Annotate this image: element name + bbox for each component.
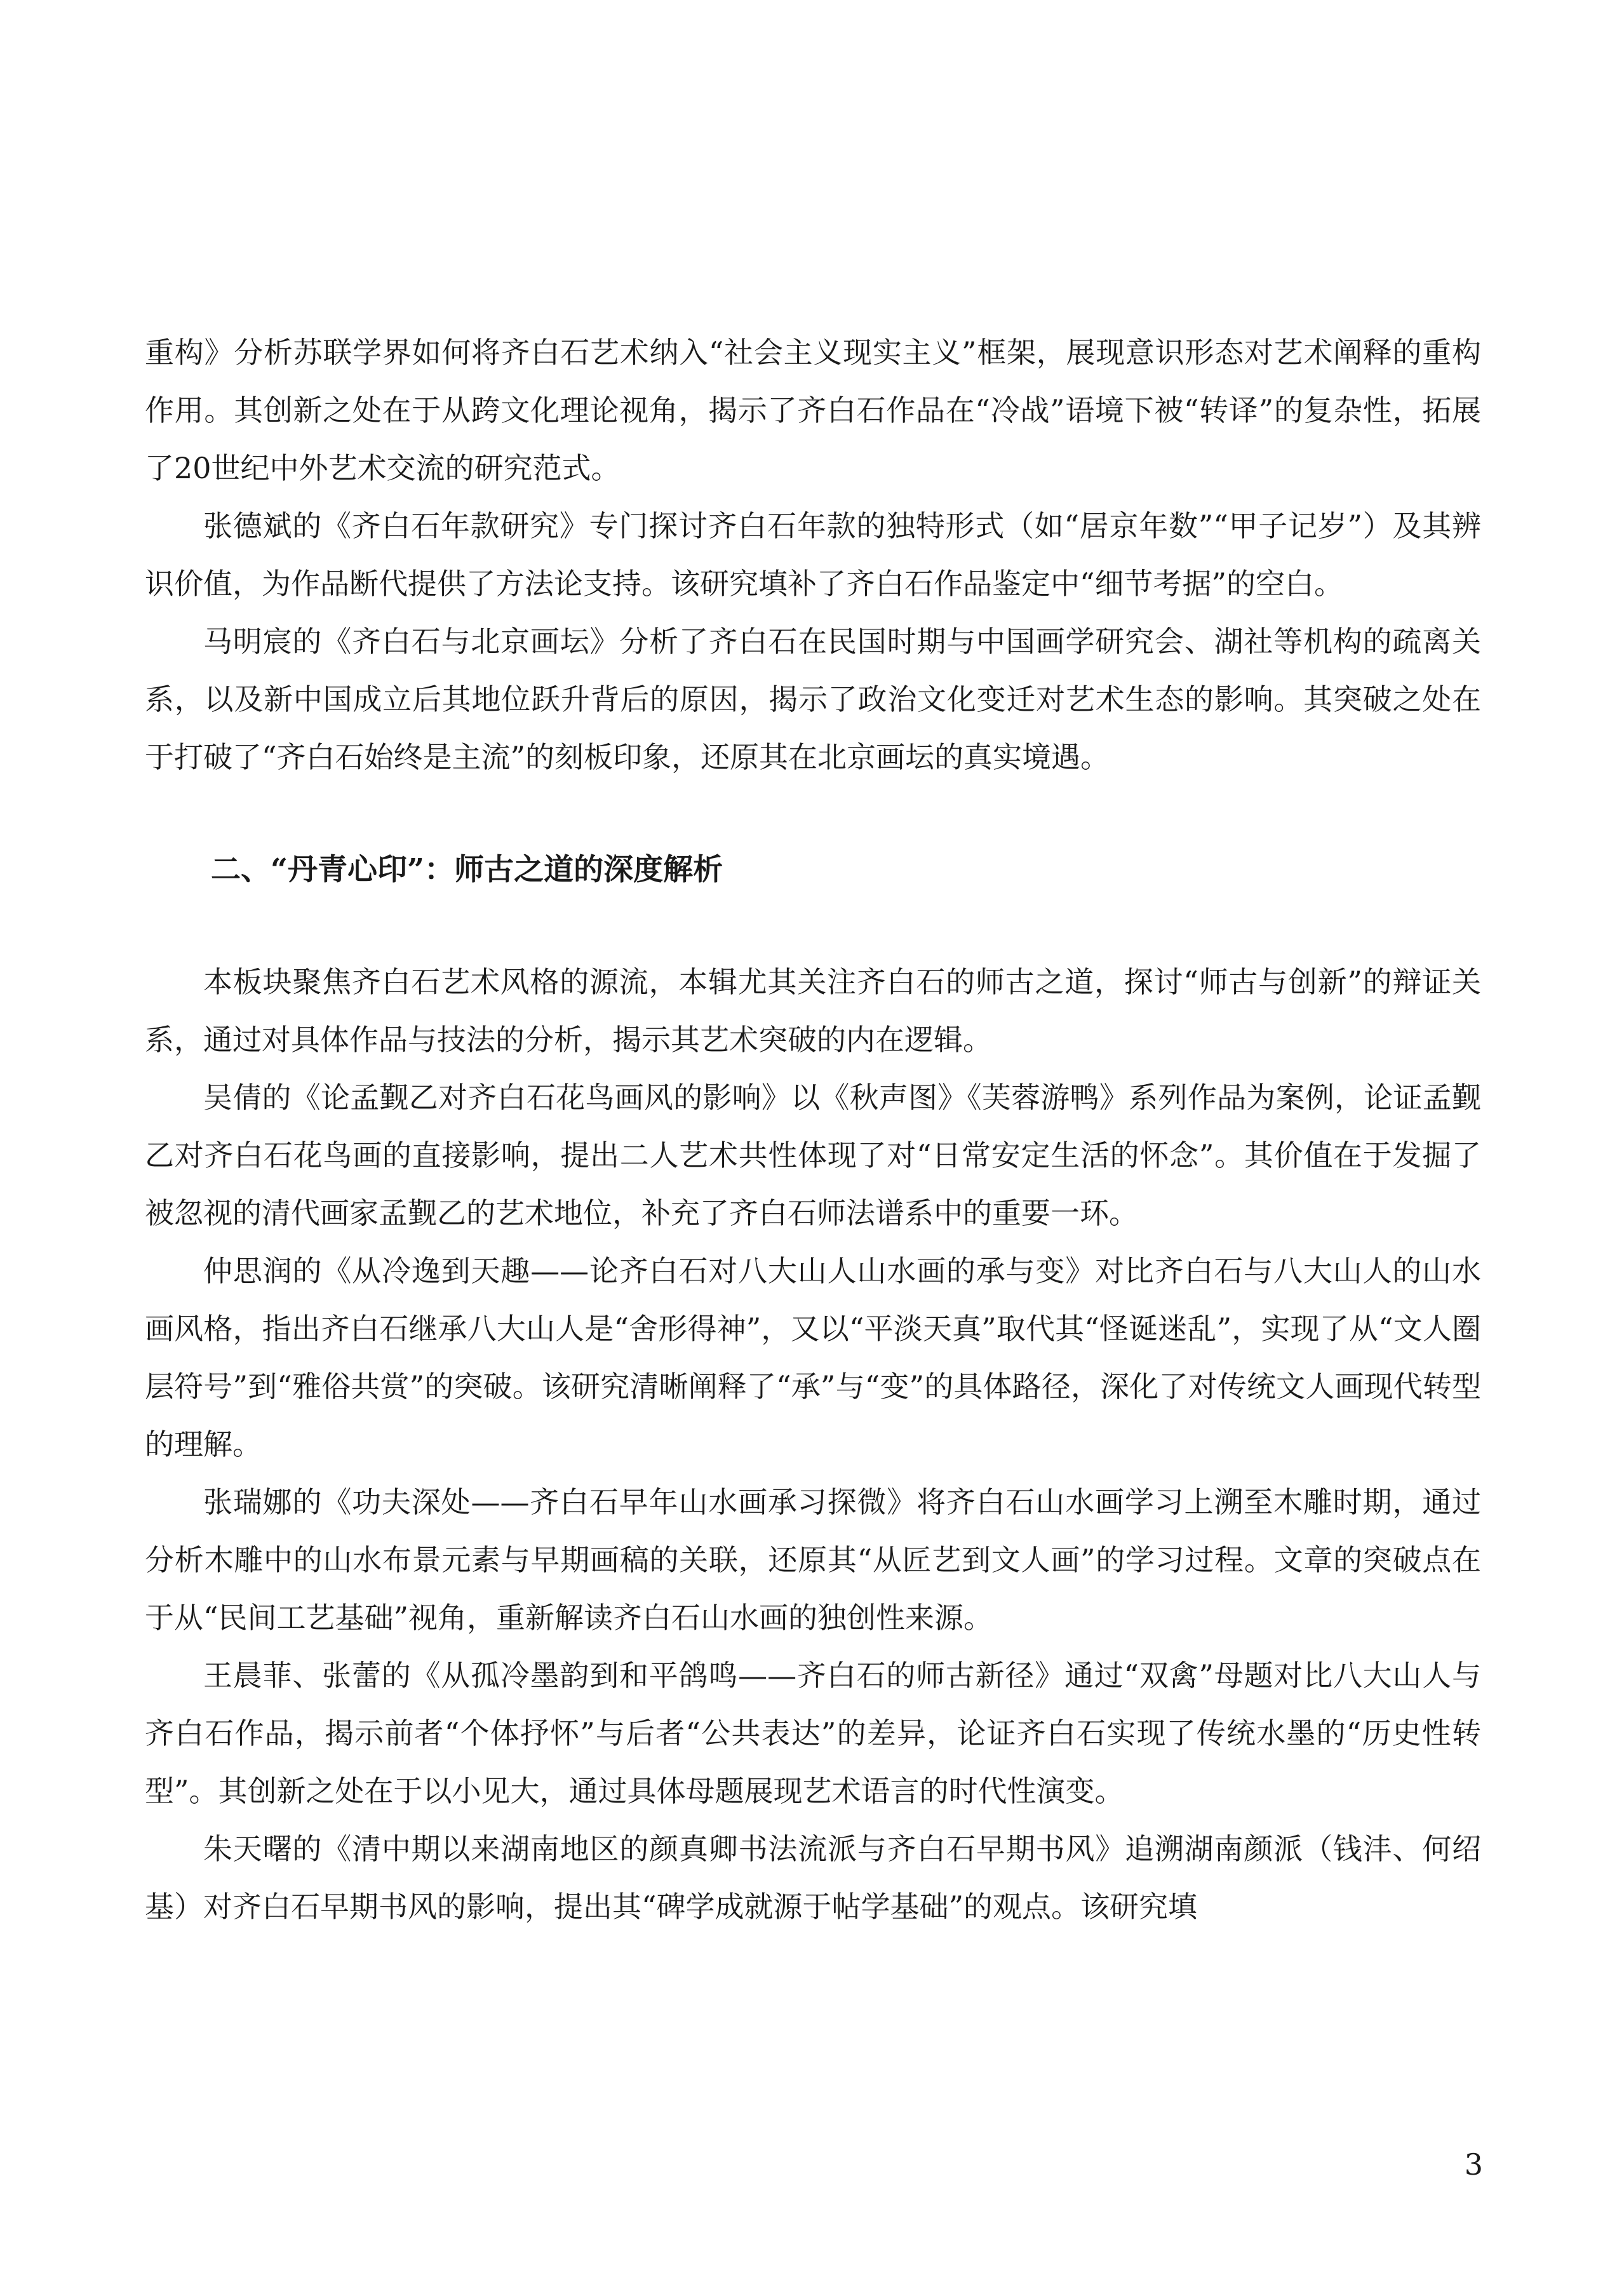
document-body — [145, 324, 1481, 1936]
paragraph-wang-chenfei: 王晨菲、张蕾的《从孤冷墨韵到和平鸽鸣——齐白石的师古新径》通过“双禽”母题对比八大山人与齐白石作品，揭示前者“个体抒怀”与后者“公共表达”的差异，论证齐白石实现了传统水墨的“历史性转型”。其创新之处在于以小见大，通过具体母题展现艺术语言的时代性演变。 — [145, 1658, 1481, 1808]
spacer — [145, 899, 1481, 953]
paragraph-wu-qian: 吴倩的《论孟觐乙对齐白石花鸟画风的影响》以《秋声图》《芙蓉游鸭》系列作品为案例，论证孟觐乙对齐白石花鸟画的直接影响，提出二人艺术共性体现了对“日常安定生活的怀念”。其价值在于发掘了被忽视的清代画家孟觐乙的艺术地位，补充了齐白石师法谱系中的重要一环。 — [145, 1080, 1481, 1230]
paragraph-ma-mingchen: 马明宸的《齐白石与北京画坛》分析了齐白石在民国时期与中国画学研究会、湖社等机构的疏离关系，以及新中国成立后其地位跃升背后的原因，揭示了政治文化变迁对艺术生态的影响。其突破之处在于打破了“齐白石始终是主流”的刻板印象，还原其在北京画坛的真实境遇。 — [145, 624, 1481, 774]
paragraph-zhong-sirun: 仲思润的《从冷逸到天趣——论齐白石对八大山人山水画的承与变》对比齐白石与八大山人的山水画风格，指出齐白石继承八大山人是“舍形得神”，又以“平淡天真”取代其“怪诞迷乱”，实现了从“文人圈层符号”到“雅俗共赏”的突破。该研究清晰阐释了“承”与“变”的具体路径，深化了对传统文人画现代转型的理解。 — [145, 1254, 1481, 1461]
paragraph-zhu-tianshu: 朱天曙的《清中期以来湖南地区的颜真卿书法流派与齐白石早期书风》追溯湖南颜派（钱沣、何绍基）对齐白石早期书风的影响，提出其“碑学成就源于帖学基础”的观点。该研究填 — [145, 1832, 1481, 1924]
page-number: 3 — [1464, 2147, 1483, 2182]
spacer — [145, 786, 1481, 841]
paragraph-section-intro: 本板块聚焦齐白石艺术风格的源流，本辑尤其关注齐白石的师古之道，探讨“师古与创新”的辩证关系，通过对具体作品与技法的分析，揭示其艺术突破的内在逻辑。 — [145, 965, 1481, 1057]
paragraph-continuation: 重构》分析苏联学界如何将齐白石艺术纳入“社会主义现实主义”框架，展现意识形态对艺术阐释的重构作用。其创新之处在于从跨文化理论视角，揭示了齐白石作品在“冷战”语境下被“转译”的复杂性，拓展了20世纪中外艺术交流的研究范式。 — [145, 335, 1481, 485]
paragraph-zhang-debin: 张德斌的《齐白石年款研究》专门探讨齐白石年款的独特形式（如“居京年数”“甲子记岁”）及其辨识价值，为作品断代提供了方法论支持。该研究填补了齐白石作品鉴定中“细节考据”的空白。 — [145, 509, 1481, 601]
section-heading: 二、“丹青心印”：师古之道的深度解析 — [211, 852, 723, 887]
paragraph-zhang-ruina: 张瑞娜的《功夫深处——齐白石早年山水画承习探微》将齐白石山水画学习上溯至木雕时期，通过分析木雕中的山水布景元素与早期画稿的关联，还原其“从匠艺到文人画”的学习过程。文章的突破点在于从“民间工艺基础”视角，重新解读齐白石山水画的独创性来源。 — [145, 1485, 1481, 1635]
